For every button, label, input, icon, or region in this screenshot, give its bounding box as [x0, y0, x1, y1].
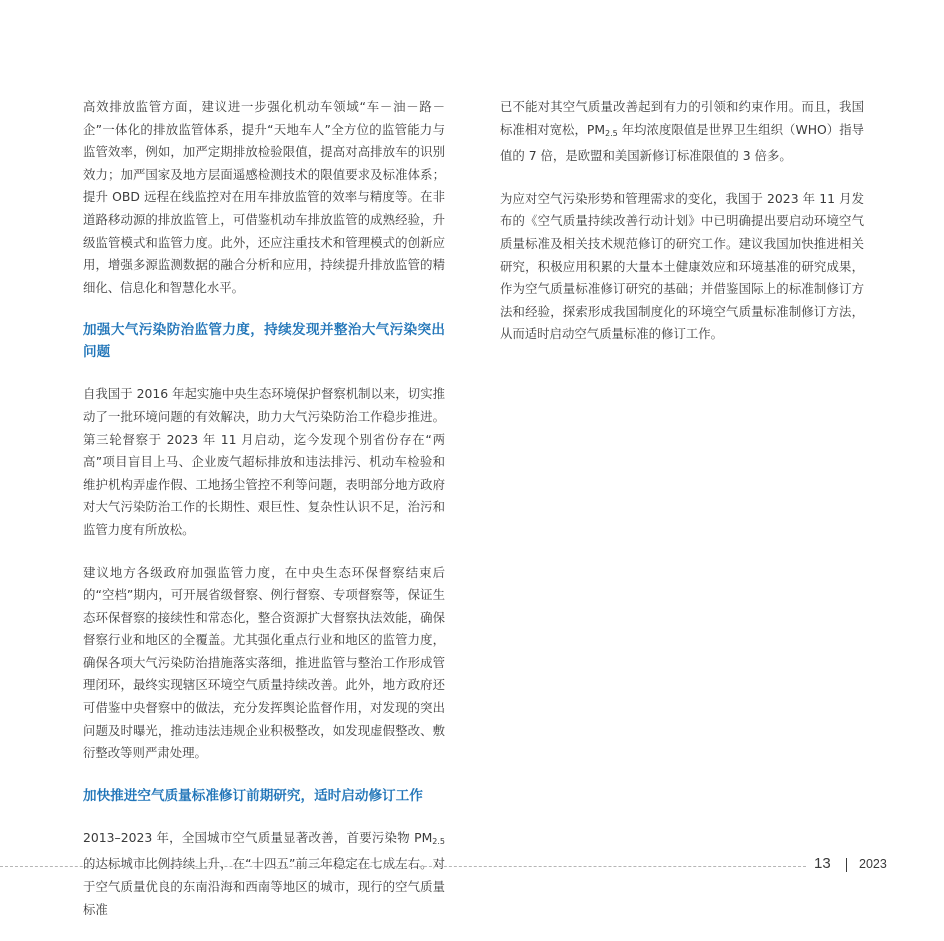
- footer-divider: [0, 866, 806, 867]
- section-heading-supervision: 加强大气污染防治监管力度，持续发现并整治大气污染突出问题: [83, 322, 445, 361]
- page-number: 13: [814, 855, 831, 872]
- left-column: [83, 96, 445, 941]
- paragraph-local-government: 建议地方各级政府加强监管力度，在中央生态环保督察结束后的“空档”期内，可开展省级督察、例行督察、专项督察等，保证生态环保督察的接续性和常态化，整合资源扩大督察执法效能，确保督察行业和地区的全覆盖。尤其强化重点行业和地区的监管力度，确保各项大气污染防治措施落实落细，推进监管与整治工作形成管理闭环，最终实现辖区环境空气质量持续改善。此外，地方政府还可借鉴中央督察中的做法，充分发挥舆论监督作用，对发现的突出问题及时曝光，推动违法违规企业积极整改，如发现虚假整改、敷衍整改等则严肃处理。: [83, 564, 445, 761]
- paragraph-emission-supervision: 高效排放监管方面，建议进一步强化机动车领域“车－油－路－企”一体化的排放监管体系，提升“天地车人”全方位的监管能力与监管效率，例如，加严定期排放检验限值，提高对高排放车的识别效力；加严国家及地方层面遥感检测技术的限值要求及标准体系；提升 OBD 远程在线监控对在用车排放监管的效率与精度等。在非道路移动源的排放监管上，可借鉴机动车排放监管的成熟经验，升级监管模式和监管力度。此外，还应注重技术和管理模式的创新应用，增强多源监测数据的融合分析和应用，持续提升排放监管的精细化、信息化和智慧化水平。: [83, 99, 445, 295]
- paragraph-standard-loose: 已不能对其空气质量改善起到有力的引领和约束作用。而且，我国标准相对宽松，$PM_{2.5}$ 年均浓度限值是世界卫生组织（WHO）指导值的 7 倍，是欧盟和美国新修订标准限值的 3 倍多。: [500, 99, 864, 164]
- section-heading-standard-revision: 加快推进空气质量标准修订前期研究，适时启动修订工作: [83, 787, 423, 804]
- footer-year: 2023: [859, 857, 887, 871]
- paragraph-action-plan: 为应对空气污染形势和管理需求的变化，我国于 2023 年 11 月发布的《空气质量持续改善行动计划》中已明确提出要启动环境空气质量标准及相关技术规范修订的研究工作。建议我国加快推进相关研究，积极应用积累的大量本土健康效应和环境基准的研究成果，作为空气质量标准修订研究的基础；并借鉴国际上的标准制修订方法和经验，探索形成我国制度化的环境空气质量标准制修订方法，从而适时启动空气质量标准的修订工作。: [500, 190, 864, 342]
- paragraph-air-quality-improvement: 2013–2023 年，全国城市空气质量显著改善，首要污染物 $PM_{2.5}$ 的达标城市比例持续上升，在“十四五”前三年稳定在七成左右。对于空气质量优良的东南沿海和西南等地区的城市，现行的空气质量标准: [83, 829, 445, 917]
- paragraph-central-inspection: 自我国于 2016 年起实施中央生态环境保护督察机制以来，切实推动了一批环境问题的有效解决，助力大气污染防治工作稳步推进。第三轮督察于 2023 年 11 月启动，迄今发现个别省份存在“两高”项目盲目上马、企业废气超标排放和违法排污、机动车检验和维护机构弄虚作假、工地扬尘管控不利等问题，表明部分地方政府对大气污染防治工作的长期性、艰巨性、复杂性认识不足，治污和监管力度有所放松。: [83, 386, 445, 537]
- right-column: [500, 96, 864, 366]
- footer-separator: [846, 858, 847, 872]
